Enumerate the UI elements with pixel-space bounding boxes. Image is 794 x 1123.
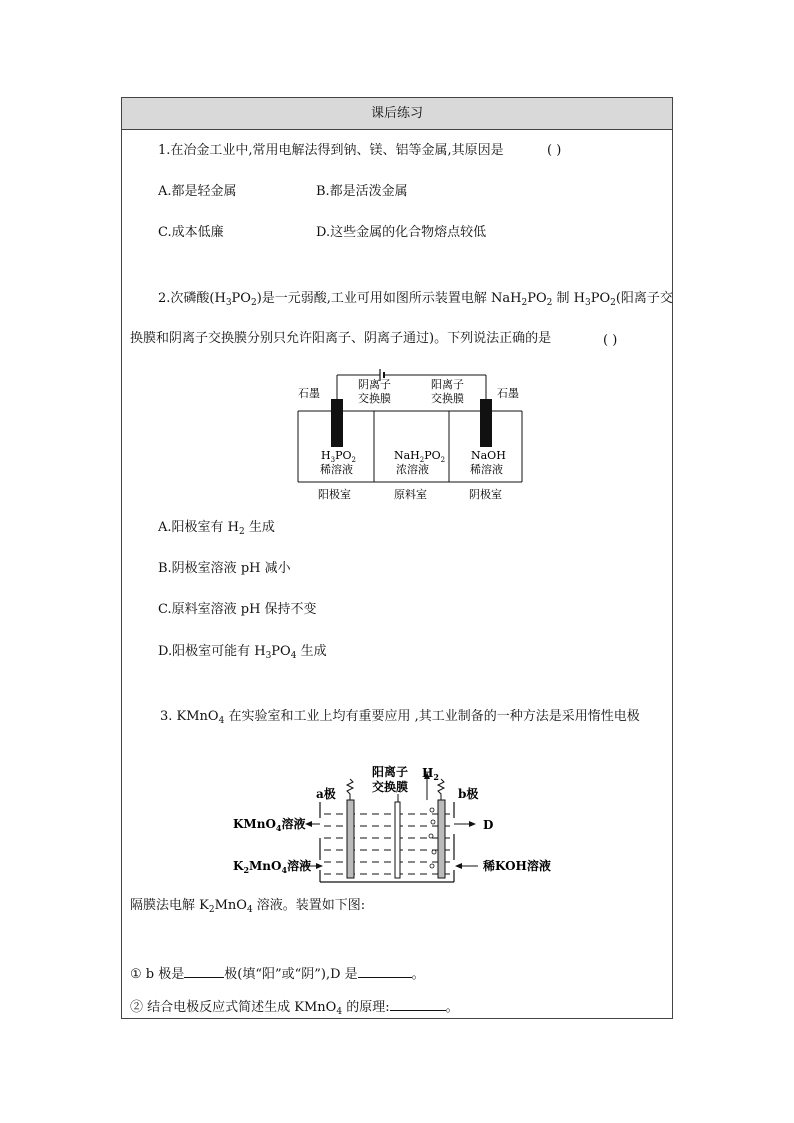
kmno4-out-arrow <box>305 821 312 827</box>
q3-cation-membrane <box>395 802 400 878</box>
graphite-right-label: 石墨 <box>497 387 519 400</box>
b-electrode <box>438 800 445 878</box>
left-graphite-electrode <box>331 399 343 447</box>
graphite-left-label: 石墨 <box>298 387 320 400</box>
q2-stem-line1: 2.次磷酸$(H_3PO_2)$是一元弱酸,工业可用如图所示装置电解 $NaH_2PO_2$ 制 $H_3PO_2$(阳离子交 <box>158 291 673 308</box>
room-cathode-label: 阴极室 <box>469 488 502 501</box>
q1-option-b: B.都是活泼金属 <box>316 184 408 199</box>
d-out-arrow <box>469 821 476 827</box>
q2-answer-paren: ( ) <box>603 333 618 348</box>
q3-sub1-blank-2[interactable] <box>358 965 412 978</box>
q2-option-b: B.阴极室溶液 pH 减小 <box>158 561 291 576</box>
d-label: D <box>483 818 494 832</box>
right-solution-formula: NaOH <box>471 449 506 462</box>
right-solution-label: 稀溶液 <box>470 463 503 476</box>
kmno4-out-label: KMnO$_4$溶液 <box>233 817 306 833</box>
q3-membrane-label-1: 阳离子 <box>372 765 409 779</box>
h2-label: $H_2$ <box>422 766 439 782</box>
room-anode-label: 阳极室 <box>318 488 351 501</box>
k2mno4-in-label: $K_2MnO_4$溶液 <box>233 859 312 875</box>
a-electrode <box>347 800 354 878</box>
room-feed-label: 原料室 <box>394 488 427 501</box>
a-pole-label: a极 <box>316 787 336 801</box>
q3-electrolysis-diagram <box>228 760 568 886</box>
koh-in-label: 稀KOH溶液 <box>483 859 551 873</box>
q1-option-c: C.成本低廉 <box>158 225 224 240</box>
q2-option-c: C.原料室溶液 pH 保持不变 <box>158 602 317 617</box>
q2-option-a: A.阳极室有 $H_2$ 生成 <box>158 520 275 537</box>
q1-option-d: D.这些金属的化合物熔点较低 <box>316 225 487 240</box>
q3-sub2: ② 结合电极反应式简述生成 KMnO$_4$ 的原理: 。 <box>130 1000 459 1017</box>
b-pole-label: b极 <box>458 787 479 801</box>
q2-stem-line2: 换膜和阴离子交换膜分别只允许阳离子、阴离子通过)。下列说法正确的是 <box>130 331 552 346</box>
q1-stem: 1.在冶金工业中,常用电解法得到钠、镁、铝等金属,其原因是 <box>158 143 504 158</box>
q2-electrolysis-diagram <box>290 366 530 504</box>
q3-stem-line1: 3. KMnO$_4$ 在实验室和工业上均有重要应用 ,其工业制备的一种方法是采用惰性电极 <box>160 709 640 726</box>
left-solution-label: 稀溶液 <box>320 463 353 476</box>
q1-answer-paren: ( ) <box>547 143 562 158</box>
q3-sub2-blank[interactable] <box>390 998 446 1011</box>
koh-in-arrow <box>455 863 462 869</box>
cation-membrane-label-2: 交换膜 <box>431 392 464 405</box>
q3-membrane-label-2: 交换膜 <box>372 780 409 794</box>
anion-membrane-label-1: 阴离子 <box>358 378 391 391</box>
q3-sub1: ① b 极是 极(填“阳”或“阴”),D 是 。 <box>130 967 425 982</box>
q3-sub1-blank-1[interactable] <box>184 965 224 978</box>
mid-solution-label: 浓溶液 <box>396 463 429 476</box>
q3-stem-line2: 隔膜法电解 $K_2MnO_4$ 溶液。装置如下图: <box>130 898 366 915</box>
right-graphite-electrode <box>480 399 492 447</box>
k2mno4-in-arrow <box>316 863 323 869</box>
mid-solution-formula: $NaH_2PO_2$ <box>394 449 446 464</box>
q2-option-d: D.阳极室可能有 $H_3PO_4$ 生成 <box>158 644 327 661</box>
section-header: 课后练习 <box>122 98 672 130</box>
cation-membrane-label-1: 阳离子 <box>431 378 464 391</box>
anion-membrane-label-2: 交换膜 <box>358 392 391 405</box>
q1-option-a: A.都是轻金属 <box>158 184 237 199</box>
left-solution-formula: $H_3PO_2$ <box>321 449 356 464</box>
